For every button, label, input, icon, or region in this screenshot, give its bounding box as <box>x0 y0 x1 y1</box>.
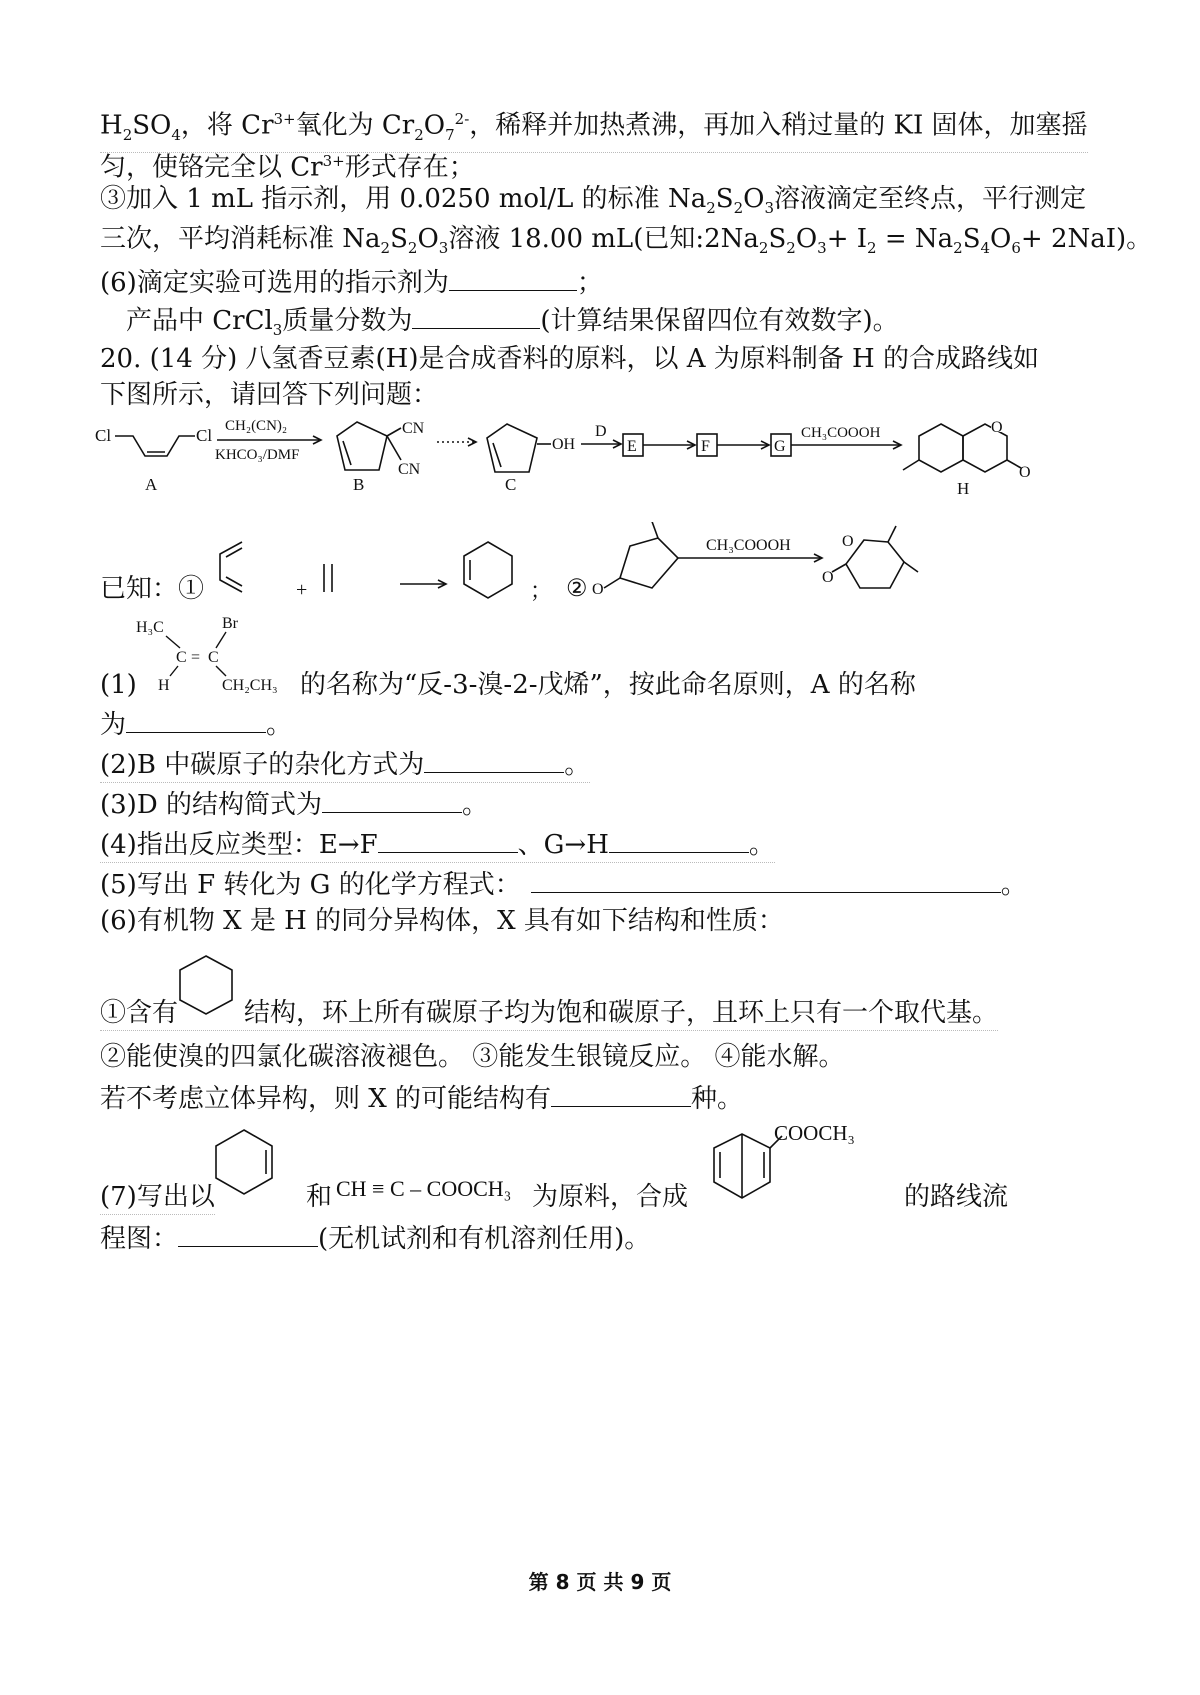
bicyclic-coo: COOCH₃ <box>774 1121 855 1145</box>
h-methyl <box>903 460 919 470</box>
molecule-c-double-bond <box>493 443 501 467</box>
box-f-label: F <box>701 438 710 455</box>
q20-header-line-2: 下图所示，请回答下列问题： <box>100 380 439 410</box>
ketone-oxygen: O <box>592 581 604 598</box>
circled-2: ② <box>566 576 588 602</box>
part-5: (5)写出 F 转化为 G 的化学方程式： 。 <box>100 866 1027 902</box>
text-line-2: 匀，使铬完全以 $Cr^{3+}$形式存在； <box>100 152 475 183</box>
b-cn-bottom: CN <box>398 461 421 478</box>
part-6-question: 若不考虑立体异构，则 X 的可能结构有 种。 <box>100 1080 743 1116</box>
answer-blank-hybridization[interactable] <box>424 746 564 773</box>
part-6: (6)有机物 X 是 H 的同分异构体，X 具有如下结构和性质： <box>100 906 784 936</box>
ketone-carbonyl-bond <box>604 578 620 588</box>
lactone-carbonyl-oxygen: O <box>822 569 834 586</box>
part-6-condition-1: ①含有 结构，环上所有碳原子均为饱和碳原子，且环上只有一个取代基。 <box>100 996 998 1031</box>
plus-sign: + <box>296 579 308 601</box>
part-7-and: 和 <box>306 1182 333 1212</box>
text-line-1: $H_2SO_4$，将 $Cr^{3+}$氧化为 $Cr_2O_7^{2-}$，稀释并加热煮沸，再加入稍过量的 KI 固体，加塞摇 <box>100 102 1088 153</box>
example-br: Br <box>222 615 238 632</box>
reagent-d: D <box>595 423 607 440</box>
example-h3c: H₃C <box>136 619 164 636</box>
part-1-label: (1) <box>100 670 137 700</box>
reagent-malononitrile: CH₂(CN)₂ <box>225 418 288 434</box>
answer-blank-d-structure[interactable] <box>322 786 462 813</box>
label-h: H <box>957 479 970 498</box>
box-e-label: E <box>627 438 637 455</box>
label-b: B <box>353 475 365 494</box>
label-c: C <box>505 475 517 494</box>
b-cn-top: CN <box>402 420 425 437</box>
cyclopentanone-ring <box>620 538 678 588</box>
part-7-line-2: 程图： (无机试剂和有机溶剂任用)。 <box>100 1220 650 1256</box>
lactone-carbonyl-bond <box>832 564 846 572</box>
part-7-route: 的路线流 <box>904 1182 1009 1212</box>
propiolate-formula: CH ≡ C – COOCH₃ <box>336 1176 512 1201</box>
a-cl-left: Cl <box>95 426 112 445</box>
part-1-text: 的名称为“反-3-溴-2-戊烯”，按此命名原则，A 的名称 <box>300 670 916 700</box>
cyclohexene <box>464 542 512 598</box>
b-cn-bond-bottom <box>387 436 401 460</box>
lactone-methyl-1 <box>888 526 896 542</box>
example-bond-4 <box>216 666 226 676</box>
label-a: A <box>145 475 158 494</box>
box-g-label: G <box>774 438 786 455</box>
text-line-4: 三次，平均消耗标准 $Na_2S_2O_3$溶液 18.00 mL(已知$:2Na_2S_2O_3+ I_2 = Na_2S_4O_6+ 2NaI$)。 <box>100 224 1153 258</box>
cp-methyl-1 <box>650 522 658 538</box>
reagent-khco3-dmf: KHCO₃/DMF <box>215 447 300 463</box>
answer-blank-e-f-type[interactable] <box>378 826 518 853</box>
q20-header-line-1: 20. (14 分) 八氢香豆素(H)是合成香料的原料，以 A 为原料制备 H 的合成路线如 <box>100 344 1039 374</box>
known-reactions <box>200 522 1120 612</box>
known-prefix: 已知：① <box>100 574 205 604</box>
part-6-condition-2: ②能使溴的四氯化碳溶液褪色。 ③能发生银镜反应。 ④能水解。 <box>100 1042 845 1072</box>
cyclohexane-structure <box>176 950 240 1024</box>
cyclohexene-reactant <box>210 1124 280 1206</box>
semicolon: ； <box>530 578 553 603</box>
reagent-peracetic: CH₃COOOH <box>801 425 881 441</box>
part-1-answer: 为 。 <box>100 706 292 742</box>
page-footer: 第 8 页 共 9 页 <box>528 1570 672 1594</box>
part-2: (2)B 中碳原子的杂化方式为 。 <box>100 746 590 783</box>
molecule-a-chain <box>115 436 195 456</box>
question-6: (6)滴定实验可选用的指示剂为 ； <box>100 264 603 300</box>
c-oh: OH <box>552 436 576 453</box>
example-bond-3 <box>170 666 178 676</box>
a-cl-right: Cl <box>196 426 213 445</box>
answer-blank-indicator[interactable] <box>449 264 577 291</box>
question-6-mass-fraction: 产品中 CrCl$_3$质量分数为 (计算结果保留四位有效数字)。 <box>126 302 899 347</box>
part-7-synthesize: 为原料，合成 <box>532 1182 689 1212</box>
lactone-ring-oxygen: O <box>842 533 854 550</box>
lactone-methyl-2 <box>904 562 918 572</box>
cyclohexane-ring <box>180 956 232 1014</box>
known-reagent: CH₃COOOH <box>706 537 791 554</box>
part-4: (4)指出反应类型：E→F 、G→H 。 <box>100 826 775 863</box>
answer-blank-route[interactable] <box>178 1220 318 1247</box>
part-3: (3)D 的结构简式为 。 <box>100 786 488 822</box>
molecule-b-double-bond <box>343 441 351 465</box>
example-ch2ch3: CH₂CH₃ <box>222 677 278 694</box>
cyclohexene-reactant-ring <box>216 1130 272 1194</box>
answer-blank-isomer-count[interactable] <box>551 1080 691 1107</box>
example-h: H <box>158 677 170 694</box>
example-c2: C <box>208 649 219 666</box>
bicyclic-target <box>690 1120 880 1216</box>
text-line-3: ③加入 1 mL 指示剂，用 0.0250 mol/L 的标准 $Na_2S_2O_3$溶液滴定至终点，平行测定 <box>100 184 1086 218</box>
answer-blank-g-h-type[interactable] <box>609 826 749 853</box>
answer-blank-mass-fraction[interactable] <box>412 302 540 329</box>
b-cn-bond-top <box>387 428 401 436</box>
example-bond-1 <box>166 636 180 648</box>
example-bond-2 <box>216 632 226 648</box>
molecule-h-ring-1 <box>919 424 963 472</box>
synthesis-scheme <box>95 408 1125 508</box>
example-eq: = <box>191 649 201 666</box>
example-c1: C <box>176 649 187 666</box>
answer-blank-a-name[interactable] <box>126 706 266 733</box>
h-carbonyl-oxygen: O <box>1019 464 1031 481</box>
part-7-line-1: (7)写出以 <box>100 1180 215 1215</box>
lactone-ring <box>846 540 904 588</box>
h-ring-oxygen: O <box>991 419 1003 436</box>
answer-blank-equation[interactable] <box>531 866 1001 893</box>
